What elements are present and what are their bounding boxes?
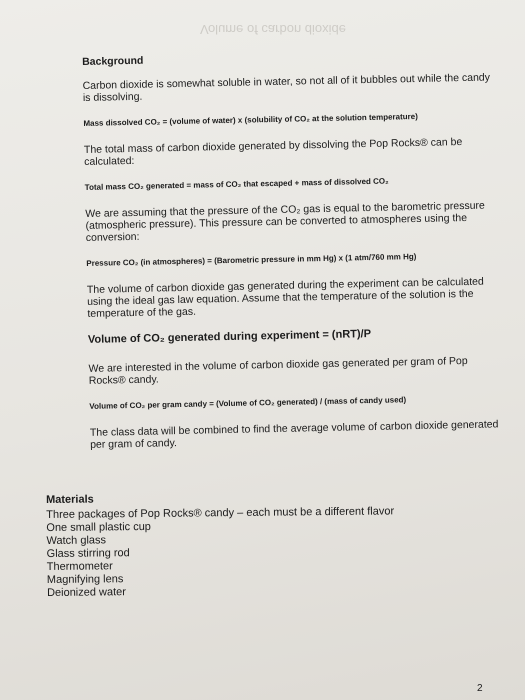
intro-paragraph: Carbon dioxide is somewhat soluble in water, so not all of it bubbles out while the candy is dissolving.	[82, 71, 491, 104]
materials-item: Three packages of Pop Rocks® candy – each must be a different flavor	[46, 505, 395, 521]
materials-item: Magnifying lens	[46, 573, 124, 586]
per-gram-paragraph: We are interested in the volume of carbon dioxide gas generated per gram of Pop Rocks® candy.	[88, 354, 468, 387]
ideal-gas-paragraph: The volume of carbon dioxide gas generated during the experiment can be calculated using the ideal gas law equation. Assume that the temperature of the solution is the temperature of the gas.	[86, 275, 484, 320]
materials-heading: Materials	[46, 493, 94, 506]
pressure-paragraph: We are assuming that the pressure of the CO₂ gas is equal to the barometric pressure (atmospheric pressure). This pressure can be converted to atmospheres using the conversion:	[85, 199, 485, 244]
background-section	[82, 47, 500, 464]
materials-item: Deionized water	[46, 586, 126, 599]
mass-dissolved-formula: Mass dissolved CO₂ = (volume of water) x (solubility of CO₂ at the solution temperature)	[83, 111, 418, 128]
bleed-through-text: Volume of carbon dioxide	[200, 22, 346, 37]
background-heading: Background	[82, 54, 144, 68]
volume-formula: Volume of CO₂ generated during experiment = (nRT)/P	[87, 328, 372, 346]
materials-section	[46, 490, 467, 600]
materials-item: One small plastic cup	[46, 520, 151, 534]
materials-item: Thermometer	[46, 560, 113, 573]
pressure-formula: Pressure CO₂ (in atmospheres) = (Barometric pressure in mm Hg) x (1 atm/760 mm Hg)	[86, 252, 417, 268]
page-number: 2	[477, 683, 483, 694]
materials-item: Watch glass	[46, 534, 107, 547]
total-mass-paragraph: The total mass of carbon dioxide generated by dissolving the Pop Rocks® can be calculated:	[83, 136, 463, 168]
total-mass-formula: Total mass CO₂ generated = mass of CO₂ that escaped + mass of dissolved CO₂	[84, 176, 389, 192]
materials-item: Glass stirring rod	[46, 547, 130, 560]
class-data-paragraph: The class data will be combined to find the average volume of carbon dioxide generated per gram of candy.	[89, 418, 499, 451]
per-gram-formula: Volume of CO₂ per gram candy = (Volume of CO₂ generated) / (mass of candy used)	[89, 395, 407, 411]
